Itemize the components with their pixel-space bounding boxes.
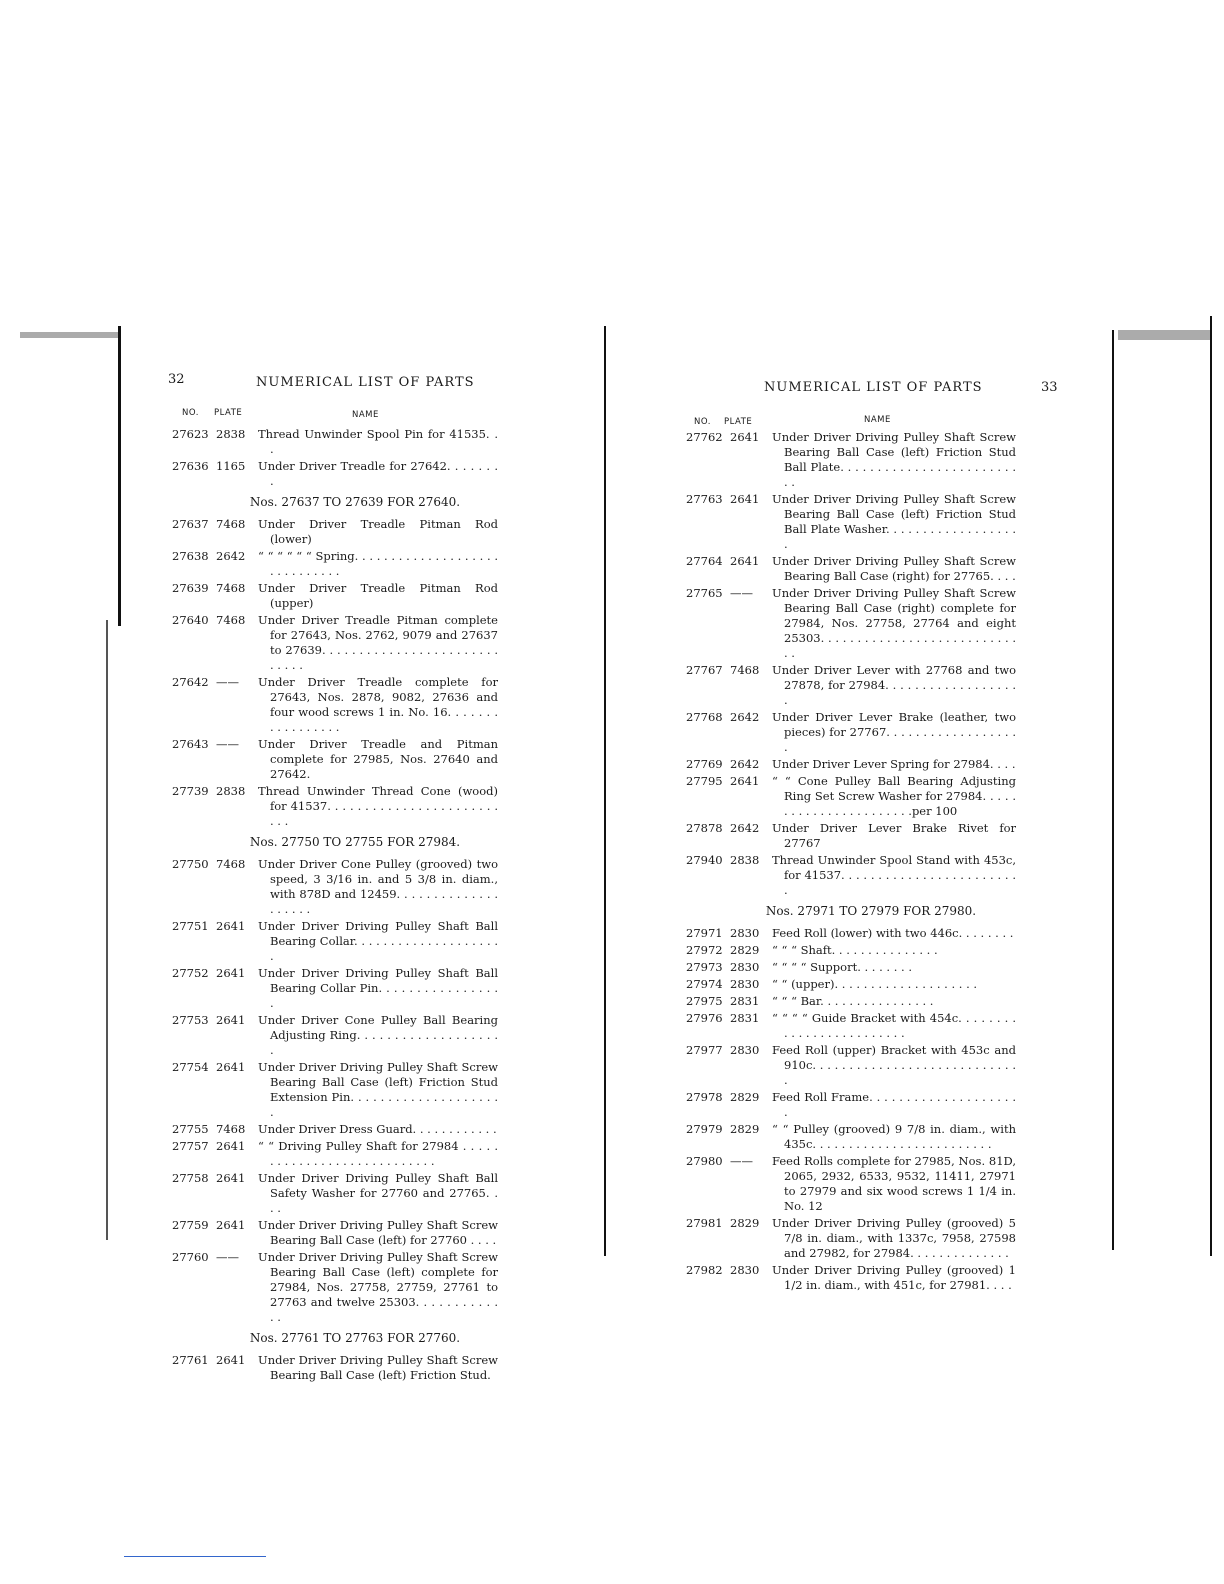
column-header-name: NAME xyxy=(352,410,379,420)
part-number: 27638 xyxy=(172,549,209,563)
part-number: 27981 xyxy=(686,1216,723,1230)
part-entry xyxy=(686,1043,1016,1088)
part-name: Under Driver Driving Pulley (grooved) 1 1/2 in. diam., with 451c, for 27981. . . . xyxy=(772,1263,1016,1292)
part-entry xyxy=(686,977,1016,992)
part-number: 27642 xyxy=(172,675,209,689)
part-entry xyxy=(686,586,1016,661)
part-number: 27973 xyxy=(686,960,723,974)
part-entry xyxy=(686,710,1016,755)
group-heading: Nos. 27971 TO 27979 FOR 27980. xyxy=(765,904,977,918)
part-number: 27753 xyxy=(172,1013,209,1027)
part-number: 27769 xyxy=(686,757,723,771)
part-name: Under Driver Treadle Pitman Rod (upper) xyxy=(258,581,498,610)
part-number: 27767 xyxy=(686,663,723,677)
part-name: Feed Roll (upper) Bracket with 453c and 910c. . . . . . . . . . . . . . . . . . . . . . . . . . . . . xyxy=(772,1043,1016,1087)
part-number: 27760 xyxy=(172,1250,209,1264)
part-entry xyxy=(172,966,498,1011)
part-number: 27972 xyxy=(686,943,723,957)
part-number: 27637 xyxy=(172,517,209,531)
part-number: 27974 xyxy=(686,977,723,991)
plate-number: 2641 xyxy=(216,1218,246,1232)
plate-number: 2641 xyxy=(730,774,760,788)
plate-number: —— xyxy=(730,1154,753,1168)
part-name: Under Driver Driving Pulley Shaft Screw Bearing Ball Case (left) Friction Stud Extension Pin. . . . . . . . . . . . . . . . . . . . . xyxy=(258,1060,498,1119)
part-entry xyxy=(172,784,498,829)
part-entry xyxy=(172,1171,498,1216)
plate-number: 2642 xyxy=(730,757,760,771)
part-number: 27768 xyxy=(686,710,723,724)
part-name: Thread Unwinder Spool Stand with 453c, for 41537. . . . . . . . . . . . . . . . . . . . . . . . . xyxy=(772,853,1016,897)
part-number: 27643 xyxy=(172,737,209,751)
part-name: Under Driver Cone Pulley (grooved) two speed, 3 3/16 in. and 5 3/8 in. diam., with 878D and 12459. . . . . . . . . . . . . . . . . . . . xyxy=(258,857,498,916)
part-entry xyxy=(686,1011,1016,1041)
part-entry xyxy=(686,757,1016,772)
part-number: 27758 xyxy=(172,1171,209,1185)
part-entry xyxy=(686,960,1016,975)
part-name: Under Driver Driving Pulley Shaft Screw Bearing Ball Case (left) Friction Stud Ball Plate Washer. . . . . . . . . . . . . . . . . . . xyxy=(772,492,1016,551)
plate-number: 2829 xyxy=(730,943,760,957)
part-entry xyxy=(686,1263,1016,1293)
part-number: 27763 xyxy=(686,492,723,506)
part-name: Under Driver Lever Spring for 27984. . . . xyxy=(772,757,1016,771)
part-entry xyxy=(686,994,1016,1009)
part-entry xyxy=(686,1216,1016,1261)
part-name: Under Driver Driving Pulley Shaft Screw Bearing Ball Case (right) for 27765. . . . xyxy=(772,554,1016,583)
part-number: 27976 xyxy=(686,1011,723,1025)
plate-number: —— xyxy=(216,737,239,751)
part-name: Feed Roll Frame. . . . . . . . . . . . . . . . . . . . . xyxy=(772,1090,1016,1119)
part-name: Under Driver Treadle Pitman Rod (lower) xyxy=(258,517,498,546)
part-name: Under Driver Lever Brake (leather, two pieces) for 27767. . . . . . . . . . . . . . . . . . . xyxy=(772,710,1016,754)
page-title: NUMERICAL LIST OF PARTS xyxy=(764,380,983,395)
parts-list xyxy=(686,430,1016,1295)
plate-number: 2831 xyxy=(730,1011,760,1025)
plate-number: 7468 xyxy=(216,857,246,871)
part-name: Under Driver Cone Pulley Ball Bearing Adjusting Ring. . . . . . . . . . . . . . . . . . . . xyxy=(258,1013,498,1057)
part-name: Under Driver Driving Pulley Shaft Ball Bearing Collar Pin. . . . . . . . . . . . . . . . . xyxy=(258,966,498,1010)
part-name: “ “ “ “ Support. . . . . . . . xyxy=(772,960,913,974)
part-entry xyxy=(686,853,1016,898)
part-number: 27750 xyxy=(172,857,209,871)
plate-number: 2642 xyxy=(730,821,760,835)
part-number: 27636 xyxy=(172,459,209,473)
plate-number: 7468 xyxy=(216,517,246,531)
part-name: Under Driver Driving Pulley Shaft Screw Bearing Ball Case (left) complete for 27984, Nos. 27758, 27759, 27761 to 27763 and twelve 25303. . . . . . . . . . . . . xyxy=(258,1250,498,1324)
part-entry xyxy=(172,1060,498,1120)
part-entry xyxy=(686,554,1016,584)
part-entry xyxy=(172,517,498,547)
part-number: 27795 xyxy=(686,774,723,788)
part-name: Feed Roll (lower) with two 446c. . . . . . . . xyxy=(772,926,1014,940)
part-name: Under Driver Driving Pulley Shaft Screw Bearing Ball Case (left) Friction Stud Ball Plate. . . . . . . . . . . . . . . . . . . . . . . . . . xyxy=(772,430,1016,489)
plate-number: 2838 xyxy=(730,853,760,867)
plate-number: 7468 xyxy=(216,581,246,595)
plate-number: 2830 xyxy=(730,926,760,940)
column-header-plate: PLATE xyxy=(724,417,753,427)
plate-number: 2641 xyxy=(216,1353,246,1367)
group-heading: Nos. 27637 TO 27639 FOR 27640. xyxy=(249,495,461,509)
plate-number: 2641 xyxy=(216,966,246,980)
part-entry xyxy=(172,1139,498,1169)
part-number: 27940 xyxy=(686,853,723,867)
part-name: Under Driver Lever Brake Rivet for 27767 xyxy=(772,821,1016,850)
plate-number: 2641 xyxy=(216,1013,246,1027)
plate-number: 2641 xyxy=(730,492,760,506)
group-heading: Nos. 27761 TO 27763 FOR 27760. xyxy=(249,1331,461,1345)
part-name: Under Driver Driving Pulley Shaft Ball Safety Washer for 27760 and 27765. . . . xyxy=(258,1171,498,1215)
plate-number: 2641 xyxy=(730,554,760,568)
part-name: “ “ Cone Pulley Ball Bearing Adjusting Ring Set Screw Washer for 27984. . . . . . . . . . . . . . . . . . . . . . .per 100 xyxy=(772,774,1016,818)
part-name: Under Driver Driving Pulley (grooved) 5 7/8 in. diam., with 1337c, 7958, 27598 and 27982, for 27984. . . . . . . . . . . . . . xyxy=(772,1216,1016,1260)
part-number: 27755 xyxy=(172,1122,209,1136)
plate-number: 2641 xyxy=(216,1060,246,1074)
part-number: 27762 xyxy=(686,430,723,444)
part-name: Under Driver Treadle and Pitman complete for 27985, Nos. 27640 and 27642. xyxy=(258,737,498,781)
part-name: Under Driver Treadle complete for 27643, Nos. 2878, 9082, 27636 and four wood screws 1 in. No. 16. . . . . . . . . . . . . . . . . xyxy=(258,675,498,734)
part-number: 27979 xyxy=(686,1122,723,1136)
part-entry xyxy=(172,675,498,735)
part-entry xyxy=(686,430,1016,490)
part-name: Under Driver Lever with 27768 and two 27878, for 27984. . . . . . . . . . . . . . . . . . . xyxy=(772,663,1016,707)
part-number: 27978 xyxy=(686,1090,723,1104)
part-number: 27765 xyxy=(686,586,723,600)
plate-number: 2829 xyxy=(730,1122,760,1136)
part-entry xyxy=(686,663,1016,708)
plate-number: 2641 xyxy=(216,1139,246,1153)
part-name: Under Driver Driving Pulley Shaft Screw Bearing Ball Case (right) complete for 27984, Nos. 27758, 27764 and eight 25303. . . . . . . . . . . . . . . . . . . . . . . . . . . . . xyxy=(772,586,1016,660)
part-entry xyxy=(686,1154,1016,1214)
part-number: 27752 xyxy=(172,966,209,980)
plate-number: 2829 xyxy=(730,1090,760,1104)
part-name: “ “ Pulley (grooved) 9 7/8 in. diam., with 435c. . . . . . . . . . . . . . . . . . . . . . . . . xyxy=(772,1122,1016,1151)
part-number: 27751 xyxy=(172,919,209,933)
page-title: NUMERICAL LIST OF PARTS xyxy=(256,375,475,390)
plate-number: 7468 xyxy=(216,613,246,627)
part-name: “ “ “ “ Guide Bracket with 454c. . . . . . . . . . . . . . . . . . . . . . . . . xyxy=(772,1011,1016,1040)
part-number: 27754 xyxy=(172,1060,209,1074)
part-number: 27759 xyxy=(172,1218,209,1232)
part-entry xyxy=(172,581,498,611)
plate-number: 2641 xyxy=(730,430,760,444)
part-entry xyxy=(686,1090,1016,1120)
part-name: Under Driver Treadle for 27642. . . . . . . . xyxy=(258,459,498,488)
part-name: Thread Unwinder Spool Pin for 41535. . . xyxy=(258,427,498,456)
part-entry xyxy=(172,919,498,964)
part-entry xyxy=(172,1013,498,1058)
part-entry xyxy=(172,1122,498,1137)
part-number: 27971 xyxy=(686,926,723,940)
plate-number: 2838 xyxy=(216,427,246,441)
part-number: 27639 xyxy=(172,581,209,595)
part-name: “ “ (upper). . . . . . . . . . . . . . . . . . . . xyxy=(772,977,978,991)
column-header-no: NO. xyxy=(182,408,199,418)
part-number: 27878 xyxy=(686,821,723,835)
part-name: Feed Rolls complete for 27985, Nos. 81D, 2065, 2932, 6533, 9532, 11411, 27971 to 27979 and six wood screws 1 1/4 in. No. 12 xyxy=(772,1154,1016,1213)
part-name: Under Driver Dress Guard. . . . . . . . . . . . xyxy=(258,1122,497,1136)
part-number: 27764 xyxy=(686,554,723,568)
plate-number: 2642 xyxy=(216,549,246,563)
plate-number: 1165 xyxy=(216,459,246,473)
plate-number: 2641 xyxy=(216,919,246,933)
part-entry xyxy=(686,492,1016,552)
part-entry xyxy=(172,549,498,579)
part-entry xyxy=(686,821,1016,851)
plate-number: 2830 xyxy=(730,1043,760,1057)
part-number: 27975 xyxy=(686,994,723,1008)
part-entry xyxy=(172,1218,498,1248)
part-entry xyxy=(686,926,1016,941)
page-number: 32 xyxy=(168,372,185,387)
part-name: Under Driver Treadle Pitman complete for 27643, Nos. 2762, 9079 and 27637 to 27639. . . . . . . . . . . . . . . . . . . . . . . . . . . . . xyxy=(258,613,498,672)
part-entry xyxy=(686,774,1016,819)
column-header-name: NAME xyxy=(864,415,891,425)
plate-number: 7468 xyxy=(216,1122,246,1136)
plate-number: —— xyxy=(730,586,753,600)
page-number: 33 xyxy=(1041,380,1058,395)
part-entry xyxy=(686,943,1016,958)
right-page xyxy=(612,0,1224,1584)
part-name: “ “ “ Bar. . . . . . . . . . . . . . . . xyxy=(772,994,934,1008)
part-number: 27757 xyxy=(172,1139,209,1153)
part-name: “ “ “ “ “ “ Spring. . . . . . . . . . . . . . . . . . . . . . . . . . . . . . xyxy=(258,549,498,578)
part-number: 27739 xyxy=(172,784,209,798)
plate-number: 2838 xyxy=(216,784,246,798)
plate-number: 2829 xyxy=(730,1216,760,1230)
plate-number: 2830 xyxy=(730,977,760,991)
part-number: 27623 xyxy=(172,427,209,441)
part-entry xyxy=(172,737,498,782)
part-entry xyxy=(172,427,498,457)
plate-number: 7468 xyxy=(730,663,760,677)
plate-number: —— xyxy=(216,1250,239,1264)
group-heading: Nos. 27750 TO 27755 FOR 27984. xyxy=(249,835,461,849)
part-number: 27640 xyxy=(172,613,209,627)
part-entry xyxy=(172,459,498,489)
part-number: 27761 xyxy=(172,1353,209,1367)
column-header-plate: PLATE xyxy=(214,408,243,418)
parts-list xyxy=(172,427,498,1385)
part-name: “ “ Driving Pulley Shaft for 27984 . . . . . . . . . . . . . . . . . . . . . . . . . . . . xyxy=(258,1139,498,1168)
part-number: 27977 xyxy=(686,1043,723,1057)
plate-number: —— xyxy=(216,675,239,689)
part-name: Under Driver Driving Pulley Shaft Screw Bearing Ball Case (left) for 27760 . . . . xyxy=(258,1218,498,1247)
plate-number: 2830 xyxy=(730,1263,760,1277)
plate-number: 2830 xyxy=(730,960,760,974)
part-entry xyxy=(686,1122,1016,1152)
part-number: 27980 xyxy=(686,1154,723,1168)
column-header-no: NO. xyxy=(694,417,711,427)
part-name: “ “ “ Shaft. . . . . . . . . . . . . . . xyxy=(772,943,938,957)
plate-number: 2641 xyxy=(216,1171,246,1185)
plate-number: 2642 xyxy=(730,710,760,724)
part-name: Thread Unwinder Thread Cone (wood) for 41537. . . . . . . . . . . . . . . . . . . . . . . . . . xyxy=(258,784,498,828)
part-name: Under Driver Driving Pulley Shaft Ball Bearing Collar. . . . . . . . . . . . . . . . . . . . . xyxy=(258,919,498,963)
plate-number: 2831 xyxy=(730,994,760,1008)
part-entry xyxy=(172,857,498,917)
part-entry xyxy=(172,1250,498,1325)
part-entry xyxy=(172,613,498,673)
part-entry xyxy=(172,1353,498,1383)
part-number: 27982 xyxy=(686,1263,723,1277)
part-name: Under Driver Driving Pulley Shaft Screw Bearing Ball Case (left) Friction Stud. xyxy=(258,1353,498,1382)
